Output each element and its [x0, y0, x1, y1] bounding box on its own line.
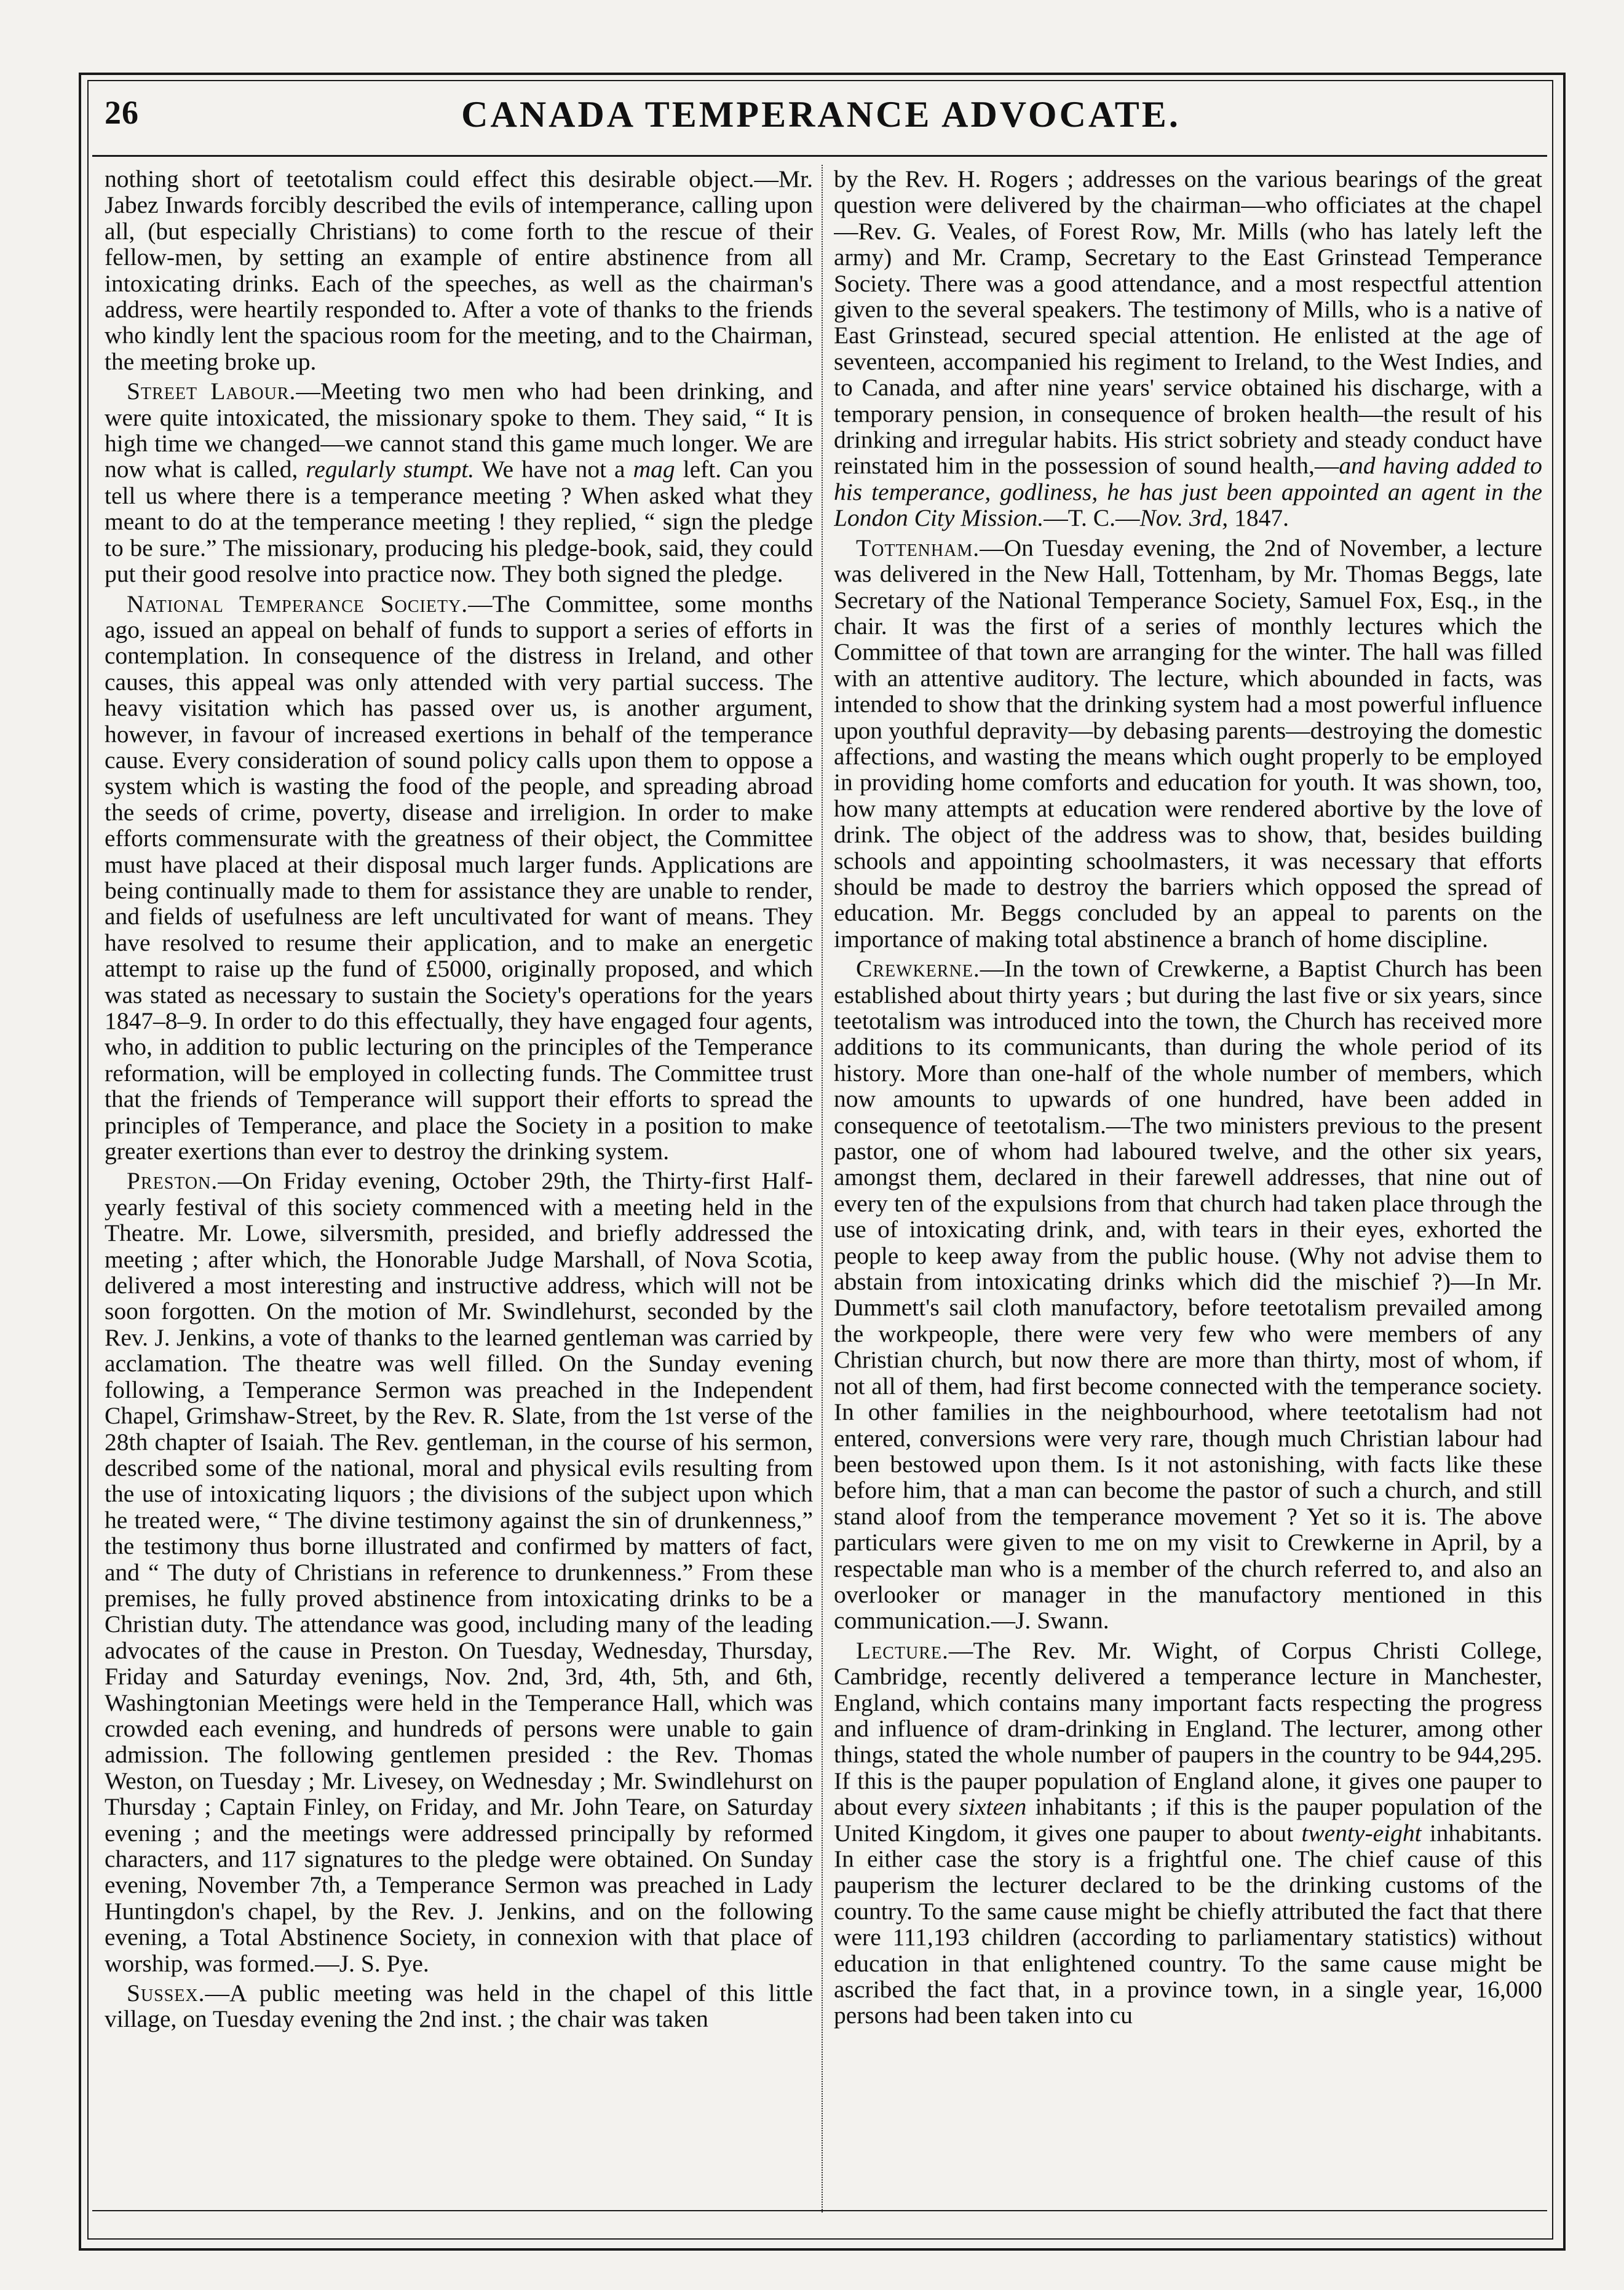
- article-sussex-continued: [834, 166, 1542, 531]
- italic-text: mag: [633, 456, 675, 483]
- paragraph-text: —On Friday evening, October 29th, the Thirty-first Half-yearly festival of this society commenced with a meeting held in the Theatre. Mr. Lowe, silversmith, presided, and briefly addressed the meeting ; after which, the Honorable Judge Marshall, of Nova Scotia, delivered a most interesting and instructive address, which will not be soon forgotten. On the motion of Mr. Swindlehurst, seconded by the Rev. J. Jenkins, a vote of thanks to the learned gentleman was carried by acclamation. The theatre was well filled. On the Sunday evening following, a Temperance Sermon was preached in the Independent Chapel, Grimshaw-Street, by the Rev. R. Slate, from the 1st verse of the 28th chapter of Isaiah. The Rev. gentleman, in the course of his sermon, described some of the national, moral and physical evils resulting from the use of intoxicating liquors ; the divisions of the subject upon which he treated were, “ The divine testimony against the sin of drunkenness,” the testimony thus borne illustrated and confirmed by matters of fact, and “ The duty of Christians in reference to drunkenness.” From these premises, he fully proved abstinence from intoxicating drinks to be a Christian duty. The attendance was good, including many of the leading advocates of the cause in Preston. On Tuesday, Wednesday, Thursday, Friday and Saturday evenings, Nov. 2nd, 3rd, 4th, 5th, and 6th, Washingtonian Meetings were held in the Temperance Hall, which was crowded each evening, and hundreds of persons were unable to gain admission. The following gentlemen presided : the Rev. Thomas Weston, on Tuesday ; Mr. Livesey, on Wednesday ; Mr. Swindlehurst on Thursday ; Captain Finley, on Friday, and Mr. John Teare, on Saturday evening ; and the meetings were addressed principally by reformed characters, and 117 signatures to the pledge were obtained. On Sunday evening, November 7th, a Temperance Sermon was preached in Lady Huntingdon's chapel, by the Rev. J. Jenkins, and on the following evening, a Total Abstinence Society, in connexion with that place of worship, was formed.—J. S. Pye.: [105, 1167, 813, 1977]
- paragraph-text: —On Tuesday evening, the 2nd of November, a lecture was delivered in the New Hall, Tottenham, by Mr. Thomas Beggs, late Secretary of the National Temperance Society, Samuel Fox, Esq., in the chair. It was the first of a series of monthly lectures which the Committee of that town are arranging for the winter. The hall was filled with an attentive auditory. The lecture, which abounded in facts, was intended to show that the drinking system had a most powerful influence upon youthful depravity—by debasing parents—destroying the domestic affections, and wasting the means which ought properly to be employed in providing home comforts and education for youth. It was shown, too, how many attempts at education were rendered abortive by the love of drink. The object of the address was to show, that, besides building schools and appointing schoolmasters, it was necessary that efforts should be made to destroy the barriers which opposed the spread of education. Mr. Beggs concluded by an appeal to parents on the importance of making total abstinence a branch of home discipline.: [834, 534, 1542, 953]
- paragraph-text: —Meeting two men who had been drinking, and were quite intoxicated, the missionary spoke to them. They said, “ It is high time we changed—we cannot stand this game much longer. We are now what is called,: [105, 378, 813, 483]
- section-heading: Sussex.: [127, 1979, 205, 2007]
- article-national-temperance-society: [105, 591, 813, 1165]
- column-divider: [822, 165, 823, 2213]
- paragraph-text: —The Rev. Mr. Wight, of Corpus Christi College, Cambridge, recently delivered a temperance lecture in Manchester, England, which contains many important facts respecting the progress and influence of dram-drinking in England. The lecturer, among other things, stated the whole number of paupers in the country to be 944,295. If this is the pauper population of England alone, it gives one pauper to about every: [834, 1636, 1542, 1821]
- paragraph-text: —In the town of Crewkerne, a Baptist Church has been established about thirty years ; but during the last five or six years, since teetotalism was introduced into the town, the Church has received more additions to its communicants, than during the whole period of its history. More than one-half of the whole number of members, which now amounts to upwards of one hundred, have been added in consequence of teetotalism.—The two ministers previous to the present pastor, one of whom had laboured twelve, and the other six years, amongst them, declared in their farewell addresses, that nine out of every ten of the expulsions from that church had taken place through the use of intoxicating drink, and, with tears in their eyes, exhorted the people to keep away from the public house. (Why not advise them to abstain from intoxicating drinks which did the mischief ?)—In Mr. Dummett's sail cloth manufactory, before teetotalism prevailed among the workpeople, there were very few who were members of any Christian church, but now there are more than thirty, most of whom, if not all of them, had first become connected with the temperance society. In other families in the neighbourhood, where teetotalism had not entered, conversions were very rare, though much Christian labour had been bestowed upon them. Is it not astonishing, with facts like these before him, that a man can become the pastor of such a church, and still stand aloof from the temperance movement ? Yet so it is. The above particulars were given to me on my visit to Crewkerne in April, by a respectable man who is a member of the church referred to, and also an overlooker or manager in the manufactory mentioned in this communication.—J. Swann.: [834, 955, 1542, 1634]
- article-sussex: [105, 1980, 813, 2032]
- paragraph-text: left. Can you tell us where there is a temperance meeting ? When asked what they meant to do at the temperance meeting ! they replied, “ sign the pledge to be sure.” The missionary, producing his pledge-book, said, they could put their good resolve into practice now. They both signed the pledge.: [105, 456, 813, 588]
- left-column: [105, 166, 813, 2208]
- section-heading: National Temperance Society.: [127, 590, 469, 617]
- section-heading: Street Labour.: [127, 378, 296, 405]
- page-number: 26: [105, 94, 139, 131]
- section-heading: Lecture.: [856, 1636, 949, 1664]
- paragraph-text: We have not a: [474, 456, 633, 483]
- paragraph-text: inhabitants ; if this is the pauper population of the United Kingdom, it gives one pauper to about: [834, 1793, 1542, 1847]
- article-street-labour: [105, 378, 813, 587]
- italic-text: twenty-eight: [1301, 1819, 1422, 1847]
- running-title: CANADA TEMPERANCE ADVOCATE.: [461, 94, 1181, 135]
- article-paragraph: [105, 166, 813, 374]
- article-tottenham: [834, 535, 1542, 953]
- article-preston: [105, 1168, 813, 1976]
- header-rule: [92, 155, 1547, 157]
- article-crewkerne: [834, 956, 1542, 1634]
- italic-text: regularly stumpt.: [306, 456, 475, 483]
- paragraph-text: —The Committee, some months ago, issued an appeal on behalf of funds to support a series of efforts in contemplation. In consequence of the distress in Ireland, and other causes, this appeal was only attended with very partial success. The heavy visitation which has passed over us, is another argument, however, in favour of increased exertions in behalf of the temperance cause. Every consideration of sound policy calls upon them to oppose a system which is wasting the food of the people, and spreading abroad the seeds of crime, poverty, disease and irreligion. In order to make efforts commensurate with the greatness of their object, the Committee must have placed at their disposal much larger funds. Applications are being continually made to them for assistance they are unable to render, and fields of usefulness are left uncultivated for want of means. They have resolved to resume their application, and to make an energetic attempt to raise up the fund of £5000, originally proposed, and which was stated as necessary to sustain the Society's operations for the years 1847–8–9. In order to do this effectually, they have engaged four agents, who, in addition to public lecturing on the principles of the Temperance reformation, will be employed in collecting funds. The Committee trust that the friends of Temperance will support their efforts to spread the principles of Temperance, and place the Society in a position to make greater exertions than ever to destroy the drinking system.: [105, 590, 813, 1165]
- section-heading: Preston.: [127, 1167, 218, 1195]
- section-heading: Crewkerne.: [856, 955, 980, 983]
- paragraph-text: nothing short of teetotalism could effect this desirable object.—Mr. Jabez Inwards forcibly described the evils of intemperance, calling upon all, (but especially Christians) to come forth to the rescue of their fellow-men, by setting an example of entire abstinence from all intoxicating drinks. Each of the speeches, as well as the chairman's address, were heartily responded to. After a vote of thanks to the friends who kindly lent the spacious room for the meeting, and to the Chairman, the meeting broke up.: [105, 166, 813, 375]
- bottom-rule: [92, 2210, 1547, 2211]
- italic-text: sixteen: [959, 1793, 1027, 1821]
- paragraph-text: —A public meeting was held in the chapel of this little village, on Tuesday evening the 2nd inst. ; the chair was taken: [105, 1979, 813, 2033]
- section-heading: Tottenham.: [856, 534, 980, 561]
- paragraph-text: inhabitants. In either case the story is a frightful one. The chief cause of this pauperism the lecturer declared to be the drinking customs of the country. To the same cause might be chiefly attributed the fact that there were 111,193 children (according to parliamentary statistics) without education in that enlightened country. To the same cause might be ascribed the fact that, in a province town, in a single year, 16,000 persons had been taken into cu: [834, 1819, 1542, 2029]
- italic-text: and having added to his temperance, godliness, he has just been appointed an agent in the London City Mission.: [834, 452, 1542, 532]
- right-column: [834, 166, 1542, 2208]
- paragraph-text: —T. C.—: [1044, 504, 1140, 532]
- article-lecture: [834, 1638, 1542, 2029]
- page-header: [98, 86, 1543, 154]
- paragraph-text: by the Rev. H. Rogers ; addresses on the various bearings of the great question were delivered by the chairman—who officiates at the chapel—Rev. G. Veales, of Forest Row, Mr. Mills (who has lately left the army) and Mr. Cramp, Secretary to the East Grinstead Temperance Society. There was a good attendance, and a most respectful attention given to the several speakers. The testimony of Mills, who is a native of East Grinstead, secured special attention. He enlisted at the age of seventeen, accompanied his regiment to Ireland, to the West Indies, and to Canada, and after nine years' service obtained his discharge, with a temporary pension, in consequence of broken health—the result of his drinking and irregular habits. His strict sobriety and steady conduct have reinstated him in the possession of sound health,—: [834, 166, 1542, 480]
- italic-text: Nov. 3rd,: [1139, 504, 1229, 532]
- paragraph-text: 1847.: [1228, 504, 1289, 532]
